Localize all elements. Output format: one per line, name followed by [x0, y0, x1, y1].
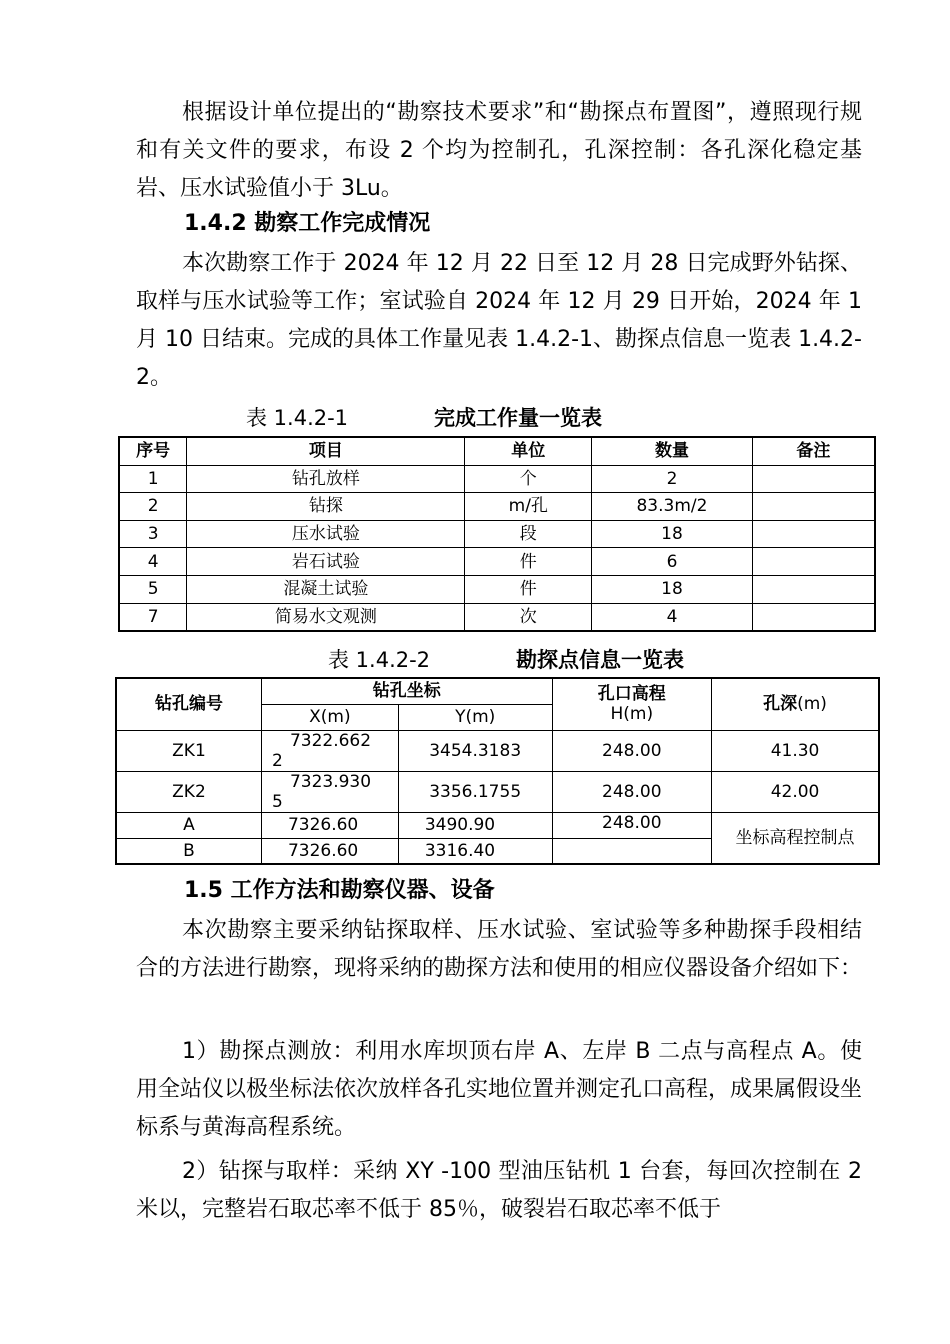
survey-point-table [115, 677, 880, 865]
table-cell: 钻孔放样 [187, 465, 465, 493]
table-cell: 18 [592, 520, 753, 548]
table-cell [752, 493, 875, 521]
table-cell: 248.00 [552, 812, 712, 838]
table-cell: 3 [119, 520, 187, 548]
header-cell-hole-id: 钻孔编号 [116, 678, 261, 730]
table-cell: 简易水文观测 [187, 603, 465, 631]
x-value-line1: 7322.662 [289, 730, 372, 751]
table-cell: 次 [465, 603, 592, 631]
paragraph-drilling-sampling: 2）钻探与取样：采纳 XY -100 型油压钻机 1 台套，每回次控制在 2 米以，完整岩石取芯率不低于 85％，破裂岩石取芯率不低于 [136, 1159, 862, 1222]
header-cell-y: Y(m) [398, 704, 552, 730]
table-cell: 件 [465, 548, 592, 576]
table-cell: 4 [592, 603, 753, 631]
table2-caption-number: 表 1.4.2-2 [328, 648, 431, 672]
table-cell: A [116, 812, 261, 838]
table-row [116, 812, 879, 838]
table-cell: 18 [592, 575, 753, 603]
table-cell [752, 520, 875, 548]
elevation-unit: H(m) [610, 704, 654, 725]
table-cell: ZK1 [116, 730, 261, 771]
table-cell: 件 [465, 575, 592, 603]
table-cell: 7 [119, 603, 187, 631]
table-cell [752, 465, 875, 493]
table-cell: 42.00 [712, 771, 879, 812]
header-cell: 序号 [119, 437, 187, 465]
table2-caption-title: 勘探点信息一览表 [516, 648, 685, 672]
table-cell [552, 838, 712, 864]
table-cell: 段 [465, 520, 592, 548]
table-header-row [119, 437, 875, 465]
header-cell: 数量 [592, 437, 753, 465]
elevation-label: 孔口高程 [597, 684, 666, 705]
table-cell: 248.00 [552, 730, 712, 771]
table-row [119, 603, 875, 631]
depth-unit: (m) [797, 694, 827, 715]
table-cell: 83.3m/2 [592, 493, 753, 521]
header-cell-coordinates: 钻孔坐标 [261, 678, 552, 704]
header-cell: 备注 [752, 437, 875, 465]
header-cell-elevation [552, 678, 712, 730]
table-cell [261, 771, 398, 812]
table-row [119, 520, 875, 548]
table-cell: 个 [465, 465, 592, 493]
depth-label: 孔深 [763, 694, 798, 715]
table-cell: 7326.60 [261, 838, 398, 864]
section-heading-1-4-2: 1.4.2 勘察工作完成情况 [184, 211, 431, 236]
workload-table [118, 436, 876, 632]
table-row [116, 730, 879, 771]
x-value-line2: 5 [271, 791, 283, 812]
table-cell: 3490.90 [398, 812, 552, 838]
table-cell [752, 548, 875, 576]
table-cell: 2 [119, 493, 187, 521]
table-cell: 3454.3183 [398, 730, 552, 771]
table-cell [752, 575, 875, 603]
paragraph-methods-intro: 本次勘察主要采纳钻探取样、压水试验、室试验等多种勘探手段相结合的方法进行勘察，现将采纳的勘探方法和使用的相应仪器设备介绍如下： [136, 918, 863, 981]
header-cell-depth [712, 678, 879, 730]
table-cell: 岩石试验 [187, 548, 465, 576]
table-cell: 4 [119, 548, 187, 576]
table-cell: 5 [119, 575, 187, 603]
header-cell: 项目 [187, 437, 465, 465]
table-cell [261, 730, 398, 771]
control-point-note: 坐标高程控制点 [712, 812, 879, 864]
header-cell: 单位 [465, 437, 592, 465]
table-row [119, 465, 875, 493]
x-value-line2: 2 [271, 750, 283, 771]
table-cell: 1 [119, 465, 187, 493]
table-cell: 混凝土试验 [187, 575, 465, 603]
table-cell [752, 603, 875, 631]
table-cell: 6 [592, 548, 753, 576]
paragraph-requirements: 根据设计单位提出的“勘察技术要求”和“勘探点布置图”，遵照现行规和有关文件的要求，布设 2 个均为控制孔，孔深控制：各孔深化稳定基岩、压水试验值小于 3Lu。 [136, 100, 862, 201]
table-cell: 钻探 [187, 493, 465, 521]
table-row [116, 771, 879, 812]
table-row [119, 548, 875, 576]
table-row [119, 575, 875, 603]
table-cell: 248.00 [552, 771, 712, 812]
table-cell: m/孔 [465, 493, 592, 521]
table-cell: 压水试验 [187, 520, 465, 548]
table-cell: 3316.40 [398, 838, 552, 864]
paragraph-work-completion: 本次勘察工作于 2024 年 12 月 22 日至 12 月 28 日完成野外钻探、取样与压水试验等工作；室试验自 2024 年 12 月 29 日开始，2024 年 1 月 10 日结束。完成的具体工作量见表 1.4.2-1、勘探点信息一览表 1.4.2-2。 [136, 251, 862, 390]
table-cell: 3356.1755 [398, 771, 552, 812]
table-header-row [116, 678, 879, 704]
x-value-line1: 7323.930 [289, 771, 372, 792]
table-cell: 41.30 [712, 730, 879, 771]
table-cell: B [116, 838, 261, 864]
table2-caption [328, 646, 684, 674]
paragraph-point-layout: 1）勘探点测放：利用水库坝顶右岸 A、左岸 B 二点与高程点 A。使用全站仪以极坐标法依次放样各孔实地位置并测定孔口高程，成果属假设坐标系与黄海高程系统。 [136, 1039, 863, 1140]
table1-caption-number: 表 1.4.2-1 [246, 406, 349, 430]
table1-caption [246, 404, 602, 432]
table-cell: ZK2 [116, 771, 261, 812]
table1-caption-title: 完成工作量一览表 [434, 406, 603, 430]
header-cell-x: X(m) [261, 704, 398, 730]
table-row [119, 493, 875, 521]
table-cell: 7326.60 [261, 812, 398, 838]
section-heading-1-5: 1.5 工作方法和勘察仪器、设备 [184, 878, 495, 903]
table-cell: 2 [592, 465, 753, 493]
